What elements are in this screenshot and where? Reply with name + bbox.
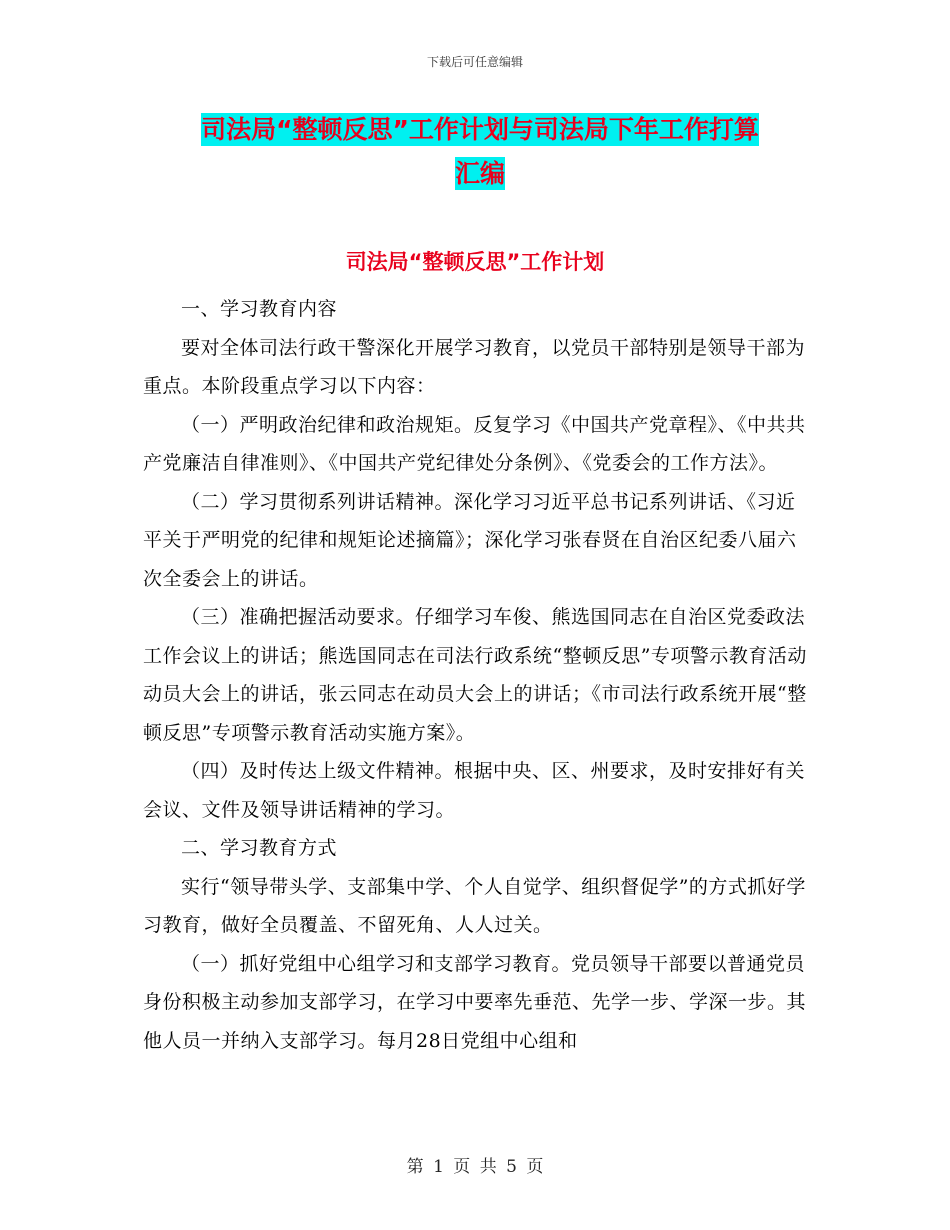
paragraph: （一）严明政治纪律和政治规矩。反复学习《中国共产党章程》、《中共共产党廉洁自律准则》、《中国共产党纪律处分条例》、《党委会的工作方法》。 [143, 413, 806, 474]
title-line-2: 汇编 [454, 159, 505, 188]
paragraph: （一）抓好党组中心组学习和支部学习教育。党员领导干部要以普通党员身份积极主动参加支部学习，在学习中要率先垂范、先学一步、学深一步。其他人员一并纳入支部学习。每月28日党组中心组和 [143, 952, 807, 1052]
document-body [143, 290, 808, 1060]
paragraph: 要对全体司法行政干警深化开展学习教育，以党员干部特别是领导干部为重点。本阶段重点学习以下内容： [143, 336, 806, 397]
title-line-1: 司法局“整顿反思”工作计划与司法局下年工作打算 [201, 115, 759, 144]
paragraph: （三）准确把握活动要求。仔细学习车俊、熊选国同志在自治区党委政法工作会议上的讲话；熊选国同志在司法行政系统“整顿反思”专项警示教育活动动员大会上的讲话，张云同志在动员大会上的讲话；《市司法行政系统开展“整顿反思”专项警示教育活动实施方案》。 [143, 606, 807, 744]
section-title: 司法局“整顿反思”工作计划 [345, 250, 605, 274]
header-note: 下载后可任意编辑 [426, 55, 523, 69]
paragraph: 实行“领导带头学、支部集中学、个人自觉学、组织督促学”的方式抓好学习教育，做好全员覆盖、不留死角、人人过关。 [143, 875, 806, 936]
paragraph-heading-1: 一、学习教育内容 [181, 298, 338, 320]
document-title [150, 108, 810, 196]
paragraph-heading-2: 二、学习教育方式 [181, 837, 338, 859]
paragraph: （二）学习贯彻系列讲话精神。深化学习习近平总书记系列讲话、《习近平关于严明党的纪律和规矩论述摘篇》；深化学习张春贤在自治区纪委八届六次全委会上的讲话。 [143, 490, 797, 590]
paragraph: （四）及时传达上级文件精神。根据中央、区、州要求，及时安排好有关会议、文件及领导讲话精神的学习。 [143, 760, 806, 821]
page-footer: 第 1 页 共 5 页 [406, 1157, 544, 1177]
